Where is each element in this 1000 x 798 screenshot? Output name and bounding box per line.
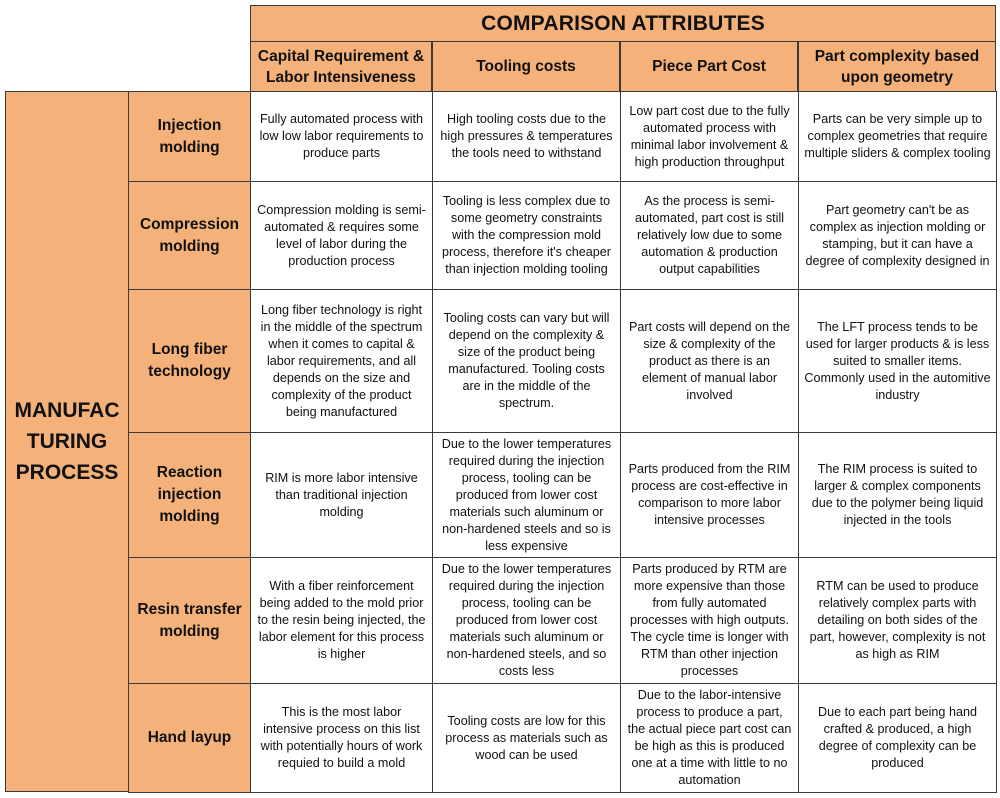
process-name: Long fiber technology bbox=[128, 289, 251, 433]
table-cell: Compression molding is semi-automated & requires some level of labor during the production process bbox=[250, 181, 433, 290]
table-cell: Fully automated process with low low labor requirements to produce parts bbox=[250, 91, 433, 182]
process-name: Reaction injection molding bbox=[128, 432, 251, 558]
table-cell: Parts produced from the RIM process are cost-effective in comparison to more labor intensive processes bbox=[620, 432, 799, 558]
table-cell: Parts produced by RTM are more expensive than those from fully automated processes with high outputs. The cycle time is longer with RTM than other injection processes bbox=[620, 557, 799, 684]
process-name: Resin transfer molding bbox=[128, 557, 251, 684]
table-cell: This is the most labor intensive process on this list with potentially hours of work requied to build a mold bbox=[250, 683, 433, 793]
table-cell: Part geometry can't be as complex as injection molding or stamping, but it can have a degree of complexity designed in bbox=[798, 181, 997, 290]
table-cell: Tooling costs can vary but will depend on the complexity & size of the product being manufactured. Tooling costs are in the middle of the spectrum. bbox=[432, 289, 621, 433]
table-cell: The RIM process is suited to larger & complex components due to the polymer being liquid injected in the tools bbox=[798, 432, 997, 558]
table-cell: Due to the lower temperatures required during the injection process, tooling can be produced from lower cost materials such aluminum or non-hardened steels and so is less expensive bbox=[432, 432, 621, 558]
side-header: MANUFAC TURING PROCESS bbox=[5, 91, 129, 792]
table-cell: Long fiber technology is right in the middle of the spectrum when it comes to capital & labor requirements, and all depends on the size and complexity of the product being manufactured bbox=[250, 289, 433, 433]
table-cell: High tooling costs due to the high pressures & temperatures the tools need to withstand bbox=[432, 91, 621, 182]
table-cell: With a fiber reinforcement being added to the mold prior to the resin being injected, the labor element for this process is higher bbox=[250, 557, 433, 684]
process-name: Injection molding bbox=[128, 91, 251, 182]
table-cell: RTM can be used to produce relatively complex parts with detailing on both sides of the part, however, complexity is not as high as RIM bbox=[798, 557, 997, 684]
table-cell: As the process is semi-automated, part cost is still relatively low due to some automation & production output capabilities bbox=[620, 181, 799, 290]
column-header: Capital Requirement & Labor Intensiveness bbox=[250, 41, 432, 92]
table-cell: RIM is more labor intensive than traditional injection molding bbox=[250, 432, 433, 558]
table-title: COMPARISON ATTRIBUTES bbox=[250, 5, 996, 42]
table-cell: Part costs will depend on the size & complexity of the product as there is an element of manual labor involved bbox=[620, 289, 799, 433]
table-cell: Due to each part being hand crafted & produced, a high degree of complexity can be produced bbox=[798, 683, 997, 793]
column-header: Piece Part Cost bbox=[620, 41, 798, 92]
table-cell: Low part cost due to the fully automated process with minimal labor involvement & high production throughput bbox=[620, 91, 799, 182]
column-header: Part complexity based upon geometry bbox=[798, 41, 996, 92]
process-name: Compression molding bbox=[128, 181, 251, 290]
table-cell: Due to the lower temperatures required during the injection process, tooling can be produced from lower cost materials such aluminum or non-hardened steels, and so costs less bbox=[432, 557, 621, 684]
column-header: Tooling costs bbox=[432, 41, 620, 92]
table-cell: The LFT process tends to be used for larger products & is less suited to smaller items. Commonly used in the automitive industry bbox=[798, 289, 997, 433]
table-cell: Parts can be very simple up to complex geometries that require multiple sliders & complex tooling bbox=[798, 91, 997, 182]
table-cell: Due to the labor-intensive process to produce a part, the actual piece part cost can be high as this is produced one at a time with little to no automation bbox=[620, 683, 799, 793]
table-cell: Tooling is less complex due to some geometry constraints with the compression mold process, therefore it's cheaper than injection molding tooling bbox=[432, 181, 621, 290]
process-name: Hand layup bbox=[128, 683, 251, 793]
table-cell: Tooling costs are low for this process as materials such as wood can be used bbox=[432, 683, 621, 793]
